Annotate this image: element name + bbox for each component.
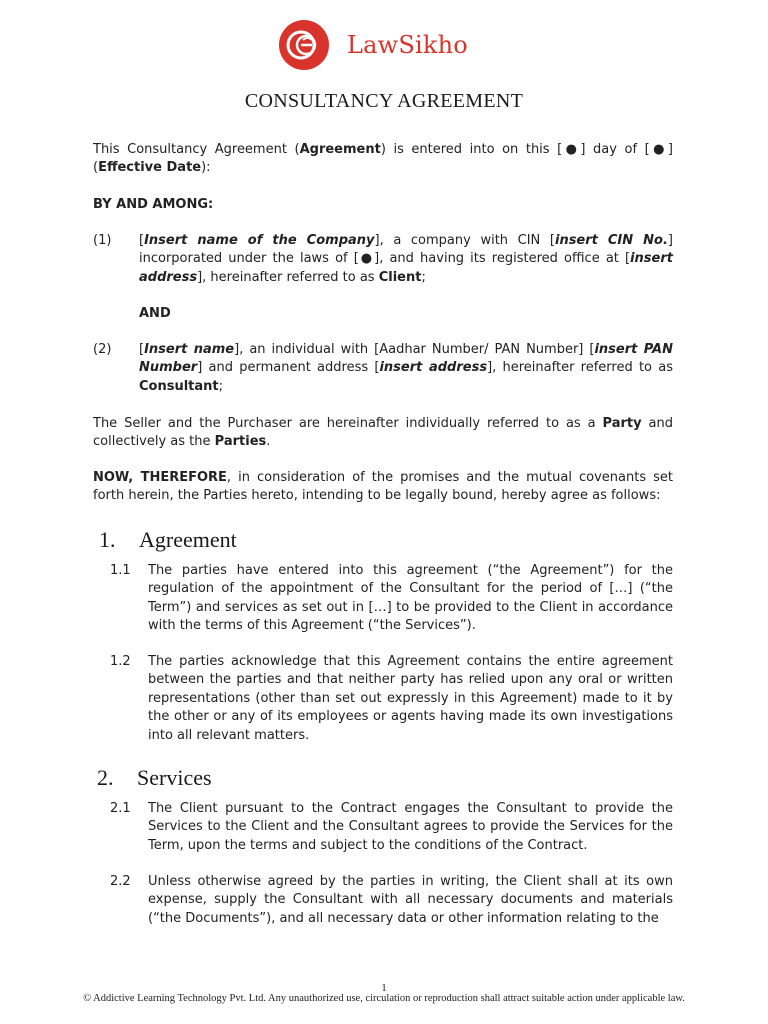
clause-1-2-text: The parties acknowledge that this Agreement contains the entire agreement between the parties and that neither party has relied upon any oral or written representations (other than set out expressly in this Agreement) made to it by the other or any of its employees or agents having made its own investigations into all relevant matters. bbox=[148, 654, 673, 743]
party-2-paragraph: [Insert name], an individual with [Aadhar Number/ PAN Number] [insert PAN Number] and permanent address [insert address], hereinafter referred to as Consultant; bbox=[139, 342, 673, 394]
by-and-among-label: BY AND AMONG: bbox=[93, 197, 214, 212]
clause-number: 2.1 bbox=[110, 801, 131, 816]
now-therefore-paragraph: NOW, THEREFORE, in consideration of the promises and the mutual covenants set forth herein, the Parties hereto, intending to be legally bound, hereby agree as follows: bbox=[93, 470, 673, 504]
lawsikho-logo-icon bbox=[279, 20, 329, 70]
clause-number: 1.1 bbox=[110, 563, 131, 578]
and-label: AND bbox=[139, 306, 171, 321]
clause-2-1-text: The Client pursuant to the Contract engages the Consultant to provide the Services to the Client and the Consultant agrees to provide the Services for the Term, upon the terms and subject to the conditions of the Contract. bbox=[148, 801, 673, 853]
section-heading-agreement: 1. Agreement bbox=[99, 527, 237, 552]
party-1-number: (1) bbox=[93, 233, 112, 248]
intro-paragraph: This Consultancy Agreement (Agreement) is entered into on this [●] day of [●] (Effective Date): bbox=[93, 142, 673, 176]
copyright-footer: © Addictive Learning Technology Pvt. Ltd. Any unauthorized use, circulation or reproduction shall attract suitable action under applicable law. bbox=[83, 993, 685, 1004]
clause-number: 1.2 bbox=[110, 654, 131, 669]
party-2-number: (2) bbox=[93, 342, 112, 357]
section-heading-services: 2. Services bbox=[97, 765, 212, 790]
page-number: 1 bbox=[381, 982, 387, 994]
clause-1-1-text: The parties have entered into this agreement (“the Agreement”) for the regulation of the appointment of the Consultant for the period of […] (“the Term”) and services as set out in […] to be provided to the Client in accordance with the terms of this Agreement (“the Services”). bbox=[148, 563, 673, 634]
parties-definition-paragraph: The Seller and the Purchaser are hereinafter individually referred to as a Party and collectively as the Parties. bbox=[93, 416, 674, 450]
clause-2-2-text: Unless otherwise agreed by the parties in writing, the Client shall at its own expense, supply the Consultant with all necessary documents and materials (“the Documents”), and all necessary data or other information relating to the bbox=[148, 874, 673, 926]
party-1-paragraph: [Insert name of the Company], a company with CIN [insert CIN No.] incorporated under the laws of [●], and having its registered office at [insert address], hereinafter referred to as Client; bbox=[139, 233, 673, 285]
header-logo bbox=[279, 20, 468, 70]
clause-number: 2.2 bbox=[110, 874, 131, 889]
brand-name: LawSikho bbox=[347, 31, 468, 59]
document-title: CONSULTANCY AGREEMENT bbox=[244, 90, 524, 112]
